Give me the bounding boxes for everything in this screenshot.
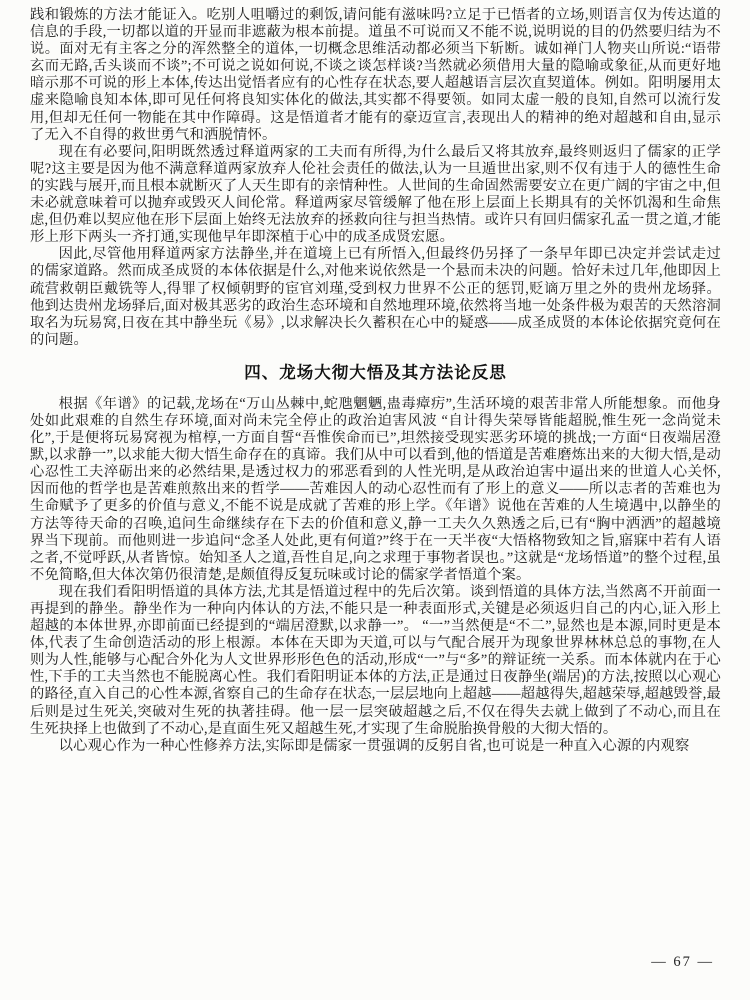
paragraph-incomplete: 以心观心作为一种心性修养方法,实际即是儒家一贯强调的反躬自省,也可说是一种直入心源的内观察 bbox=[58, 737, 690, 754]
paragraph: 因此,尽管他用释道两家方法静坐,并在道境上已有所悟入,但最终仍另择了一条早年即已决定并尝试走过的儒家道路。然而成圣成贤的本体依据是什么,对他来说依然是一个悬而未决的问题。恰好未过几年,他即因上疏营救朝臣戴铣等人,得罪了权倾朝野的宦官刘瑾,受到权力世界不公正的惩罚,贬谪万里之外的贵州龙场驿。他到达贵州龙场驿后,面对极其恶劣的政治生态环境和自然地理环境,依然将当地一处条件极为艰苦的天然溶洞取名为玩易窝,日夜在其中静坐玩《易》,以求解决长久蓄积在心中的疑惑——成圣成贤的本体论依据究竟何在的问题。 bbox=[30, 246, 721, 348]
paragraph: 现在有必要问,阳明既然透过释道两家的工夫而有所得,为什么最后又将其放弃,最终则返归了儒家的正学呢?这主要是因为他不满意释道两家放弃人伦社会责任的做法,认为一旦遁世出家,则不仅有违于人的德性生命的实践与展开,而且根本就断灭了人天生即有的亲情种性。人世间的生命固然需要安立在更广阔的宇宙之中,但未必就意味着可以抛弃或毁灭人间伦常。释道两家尽管缓解了他在形上层面上长期具有的关怀饥渴和生命焦虑,但仍难以契应他在形下层面上始终无法放弃的拯救向往与担当热情。或许只有回归儒家孔孟一贯之道,才能形上形下两头一齐打通,实现他早年即深植于心中的成圣成贤宏愿。 bbox=[30, 143, 721, 246]
paragraph: 根据《年谱》的记载,龙场在“万山丛棘中,蛇虺魍魉,蛊毒瘴疠”,生活环境的艰苦非常人所能想象。而他身处如此艰难的自然生存环境,面对尚未完全停止的政治迫害风波 “自计得失荣辱皆能超脱,惟生死一念尚觉未化”,于是便将玩易窝视为棺椁,一方面自誓“吾惟俟命而已”,坦然接受现实恶劣环境的挑战;一方面“日夜端居澄默,以求静一”,以求能大彻大悟生命存在的真谛。我们从中可以看到,他的悟道是苦难磨炼出来的大彻大悟,是动心忍性工夫淬砺出来的必然结果,是透过权力的邪恶看到的人性光明,是从政治迫害中逼出来的世道人心关怀,因而他的哲学也是苦难煎熬出来的哲学——苦难因人的动心忍性而有了形上的意义——所以志者的苦难也为生命赋予了更多的价值与意义,不能不说是成就了苦难的形上学。《年谱》说他在苦难的人生境遇中,以静坐的方法等待天命的召唤,追问生命继续存在下去的价值和意义,静一工夫久久熟透之后,已有“胸中洒洒”的超越境界当下现前。而他则进一步追问“念圣人处此,更有何道?”终于在一天半夜“大悟格物致知之旨,寤寐中若有人语之者,不觉呼跃,从者皆惊。始知圣人之道,吾性自足,向之求理于事物者误也。”这就是“龙场悟道”的整个过程,虽不免简略,但大体次第仍很清楚,是颇值得反复玩味或讨论的儒家学者悟道个案。 bbox=[30, 395, 721, 583]
paragraph: 现在我们看阳明悟道的具体方法,尤其是悟道过程中的先后次第。谈到悟道的具体方法,当然离不开前面一再提到的静坐。静坐作为一种向内体认的方法,不能只是一种表面形式,关键是必须返归自己的内心,证入形上超越的本体世界,亦即前面已经提到的“端居澄默,以求静一”。 “一”当然便是“不二”,显然也是本源,同时更是本体,代表了生命创造活动的形上根源。本体在天即为天道,可以与气配合展开为现象世界林林总总的事物,在人则为人性,能够与心配合外化为人文世界形形色色的活动,形成“一”与“多”的辩证统一关系。而本体就内在于心性,下手的工夫当然也不能脱离心性。我们看阳明证本体的方法,正是通过日夜静坐(端居)的方法,按照以心观心的路径,直入自己的心性本源,省察自己的生命存在状态,一层层地向上超越——超越得失,超越荣辱,超越毁誉,最后则是过生死关,突破对生死的执著挂碍。他一层一层突破超越之后,不仅在得失去就上做到了不动心,而且在生死抉择上也做到了不动心,是直面生死又超越生死,才实现了生命脱胎换骨般的大彻大悟的。 bbox=[30, 583, 721, 737]
paragraph-continuation: 践和锻炼的方法才能证入。吃别人咀嚼过的剩饭,请问能有滋味吗?立足于已悟者的立场,则语言仅为传达道的信息的手段,一切都以道的开显而非遮蔽为根本前提。道虽不可说而又不能不说,说明说的目的仍然要归结为不说。面对无有主客之分的浑然整全的道体,一切概念思维活动都必须当下斩断。诚如禅门人物夹山所说:“语带玄而无路,舌头谈而不谈”;不可说之说如何说,不谈之谈怎样谈?当然就必须借用大量的隐喻或象征,从而更好地暗示那不可说的形上本体,传达出觉悟者应有的心性存在状态,要人超越语言层次直契道体。例如。阳明屡用太虚来隐喻良知本体,即可见任何将良知实体化的做法,其实都不得要领。如同太虚一般的良知,自然可以流行发用,但却无任何一物能在其中作障碍。这是悟道者才能有的豪迈宣言,表现出人的精神的绝对超越和自由,显示了无入不自得的救世勇气和洒脱情怀。 bbox=[30, 7, 721, 143]
section-heading: 四、龙场大彻大悟及其方法论反思 bbox=[244, 362, 507, 382]
page-number: — 67 — bbox=[651, 954, 714, 970]
